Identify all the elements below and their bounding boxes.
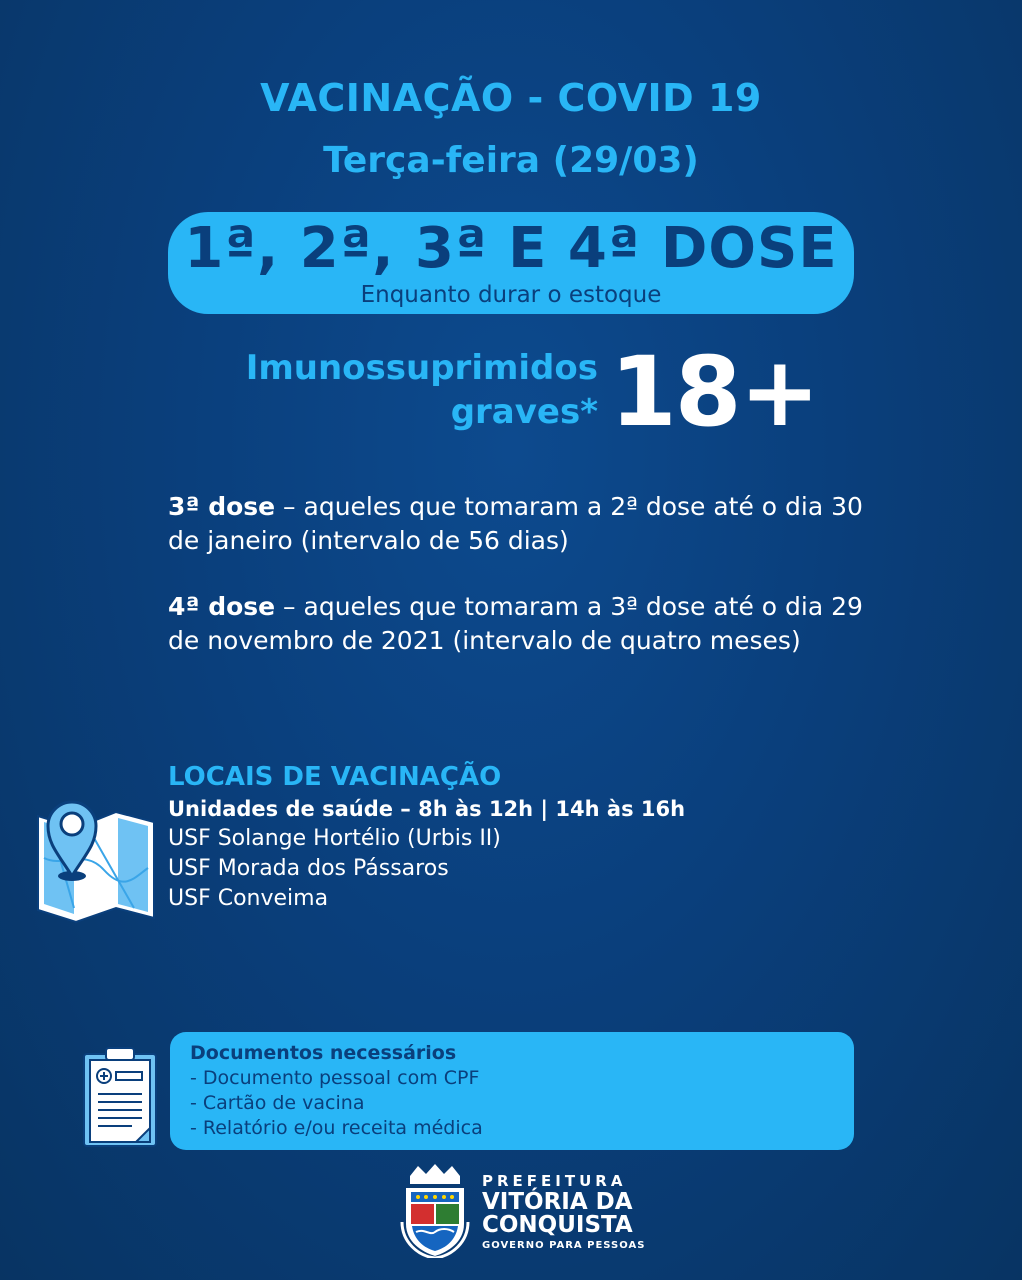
page-title: VACINAÇÃO - COVID 19 xyxy=(260,76,762,120)
dose-note: Enquanto durar o estoque xyxy=(360,282,662,308)
location-item: USF Conveima xyxy=(168,886,329,911)
document-item: - Relatório e/ou receita médica xyxy=(190,1117,483,1139)
location-item: USF Morada dos Pássaros xyxy=(168,856,449,881)
locations-title: LOCAIS DE VACINAÇÃO xyxy=(168,762,502,792)
city-crest-icon xyxy=(398,1162,472,1258)
page-date: Terça-feira (29/03) xyxy=(323,140,699,181)
document-item: - Cartão de vacina xyxy=(190,1092,365,1114)
audience-label xyxy=(246,346,598,434)
locations-hours: Unidades de saúde – 8h às 12h | 14h às 16h xyxy=(168,797,686,821)
age-badge: 18+ xyxy=(610,336,819,448)
rule-text: de novembro de 2021 (intervalo de quatro meses) xyxy=(168,626,801,655)
audience-line-2: graves* xyxy=(450,392,598,432)
rule-label: 3ª dose xyxy=(168,492,276,521)
document-item: - Documento pessoal com CPF xyxy=(190,1067,480,1089)
map-pin-icon xyxy=(34,798,158,924)
rule-text: de janeiro (intervalo de 56 dias) xyxy=(168,526,569,555)
footer-prefeitura: PREFEITURA xyxy=(482,1172,627,1190)
documents-title: Documentos necessários xyxy=(190,1042,457,1064)
rule-label: 4ª dose xyxy=(168,592,276,621)
rule-text: – aqueles que tomaram a 2ª dose até o dia 30 xyxy=(275,492,863,521)
rule-fourth-dose xyxy=(168,590,908,658)
audience-line-1: Imunossuprimidos xyxy=(245,348,598,388)
clipboard-icon xyxy=(80,1044,160,1148)
footer-city-line-2: CONQUISTA xyxy=(482,1212,633,1238)
rule-text: – aqueles que tomaram a 3ª dose até o dia 29 xyxy=(275,592,863,621)
footer-tagline: GOVERNO PARA PESSOAS xyxy=(482,1240,646,1251)
dose-headline: 1ª, 2ª, 3ª E 4ª DOSE xyxy=(184,216,838,281)
location-item: USF Solange Hortélio (Urbis II) xyxy=(168,826,501,851)
rule-third-dose xyxy=(168,490,908,558)
footer-city-line-1: VITÓRIA DA xyxy=(482,1189,633,1215)
